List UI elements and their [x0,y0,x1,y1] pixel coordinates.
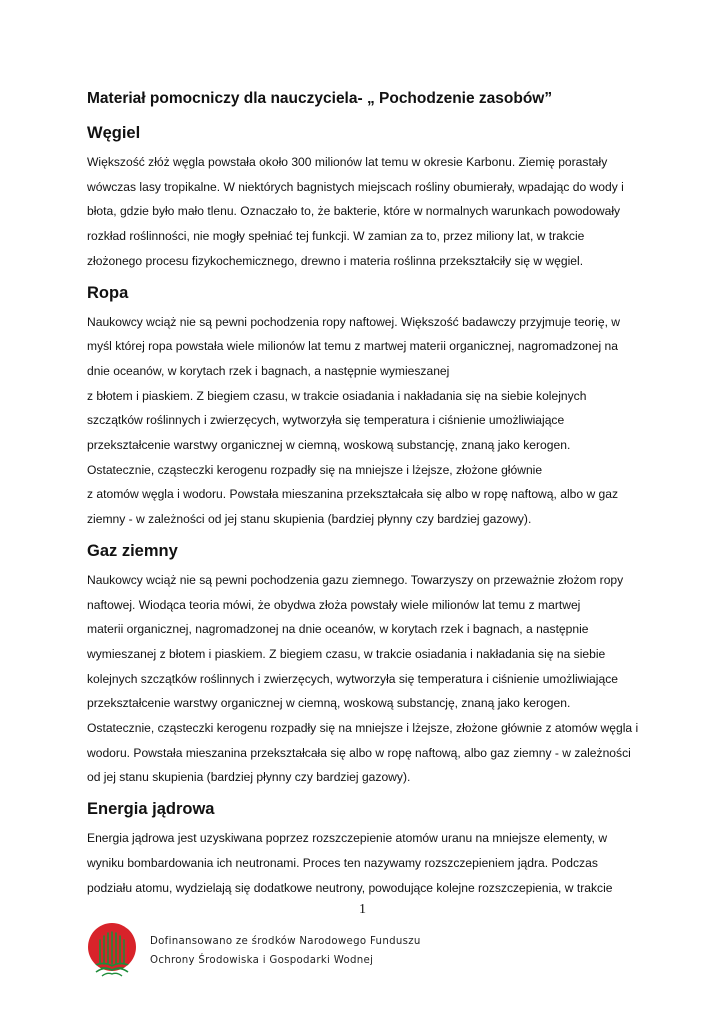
paragraph-line: Większość złóż węgla powstała około 300 milionów lat temu w okresie Karbonu. Ziemię porastały [87,155,608,169]
funding-footer [86,920,646,990]
paragraph-line: wyniku bombardowania ich neutronami. Proces ten nazywamy rozszczepieniem jądra. Podczas [87,855,598,870]
paragraph-line: ziemny - w zależności od jej stanu skupienia (bardziej płynny czy bardziej gazowy). [87,512,532,527]
section-heading-oil: Ropa [87,283,129,302]
section-heading-nuclear-energy: Energia jądrowa [87,800,215,819]
funding-line-2: Ochrony Środowiska i Gospodarki Wodnej [150,955,374,966]
paragraph-line: z atomów węgla i wodoru. Powstała mieszanina przekształcała się albo w ropę naftową, albo w gaz [87,487,619,502]
paragraph-line: wymieszanej z błotem i piaskiem. Z biegiem czasu, w trakcie osiadania i nakładania się na siebie [87,646,606,661]
paragraph-line: podziału atomu, wydzielają się dodatkowe neutrony, powodujące kolejne rozszczepienia, w trakcie [87,880,613,895]
section-heading-natural-gas: Gaz ziemny [87,541,178,560]
paragraph-line: Ostatecznie, cząsteczki kerogenu rozpadły się na mniejsze i lżejsze, złożone głównie z atomów węgla i [87,721,639,736]
paragraph-line: przekształcenie warstwy organicznej w ciemną, woskową substancję, znaną jako kerogen. [87,696,571,711]
paragraph-line: naftowej. Wiodąca teoria mówi, że obydwa złoża powstały wiele milionów lat temu z martwej [87,597,581,612]
section-paragraph-natural-gas [87,568,642,790]
nfosigw-logo-icon [86,920,138,980]
section-paragraph-coal [87,150,642,274]
paragraph-line: przekształcenie warstwy organicznej w ciemną, woskową substancję, znaną jako kerogen. [87,438,571,453]
paragraph-line: Naukowcy wciąż nie są pewni pochodzenia ropy naftowej. Większość badawczy przyjmuje teorię, w [87,314,621,329]
document-body [87,86,642,900]
document-title: Materiał pomocniczy dla nauczyciela- „ Pochodzenie zasobów” [87,90,553,107]
paragraph-line: Naukowcy wciąż nie są pewni pochodzenia gazu ziemnego. Towarzyszy on przeważnie złożom ropy [87,572,624,587]
page-number: 1 [359,902,366,917]
funding-line-1: Dofinansowano ze środków Narodowego Funduszu [150,936,421,947]
paragraph-line: szczątków roślinnych i zwierzęcych, wytworzyła się temperatura i ciśnienie umożliwiające [87,413,565,428]
paragraph-line: błota, gdzie było mało tlenu. Oznaczało to, że bakterie, które w normalnych warunkach powodowały [87,204,621,219]
paragraph-line: materii organicznej, nagromadzonej na dnie oceanów, w korytach rzek i bagnach, a następnie [87,622,589,637]
paragraph-line: dnie oceanów, w korytach rzek i bagnach, a następnie wymieszanej [87,363,450,378]
paragraph-line: od jej stanu skupienia (bardziej płynny czy bardziej gazowy). [87,770,411,785]
funding-statement [150,932,421,970]
paragraph-line: wówczas lasy tropikalne. W niektórych bagnistych miejscach rośliny obumierały, wpadając do wody i [87,179,624,194]
paragraph-line: wodoru. Powstała mieszanina przekształcała się albo w ropę naftową, albo gaz ziemny - w zależności [87,745,631,760]
section-paragraph-oil [87,310,642,532]
paragraph-line: rozkład roślinności, nie mogły spełniać tej funkcji. W zamian za to, przez miliony lat, w trakcie [87,229,585,244]
section-heading-coal: Węgiel [87,124,141,142]
paragraph-line: z błotem i piaskiem. Z biegiem czasu, w trakcie osiadania i nakładania się na siebie kolejnych [87,388,587,403]
section-paragraph-nuclear-energy [87,826,642,900]
paragraph-line: myśl której ropa powstała wiele milionów lat temu z martwej materii organicznej, nagromadzonej na [87,339,619,354]
paragraph-line: kolejnych szczątków roślinnych i zwierzęcych, wytworzyła się temperatura i ciśnienie umożliwiające [87,671,618,686]
paragraph-line: złożonego procesu fizykochemicznego, drewno i materia roślinna przekształciły się w węgiel. [87,253,584,268]
paragraph-line: Energia jądrowa jest uzyskiwana poprzez rozszczepienie atomów uranu na mniejsze elementy, w [87,831,608,846]
paragraph-line: Ostatecznie, cząsteczki kerogenu rozpadły się na mniejsze i lżejsze, złożone głównie [87,462,543,477]
